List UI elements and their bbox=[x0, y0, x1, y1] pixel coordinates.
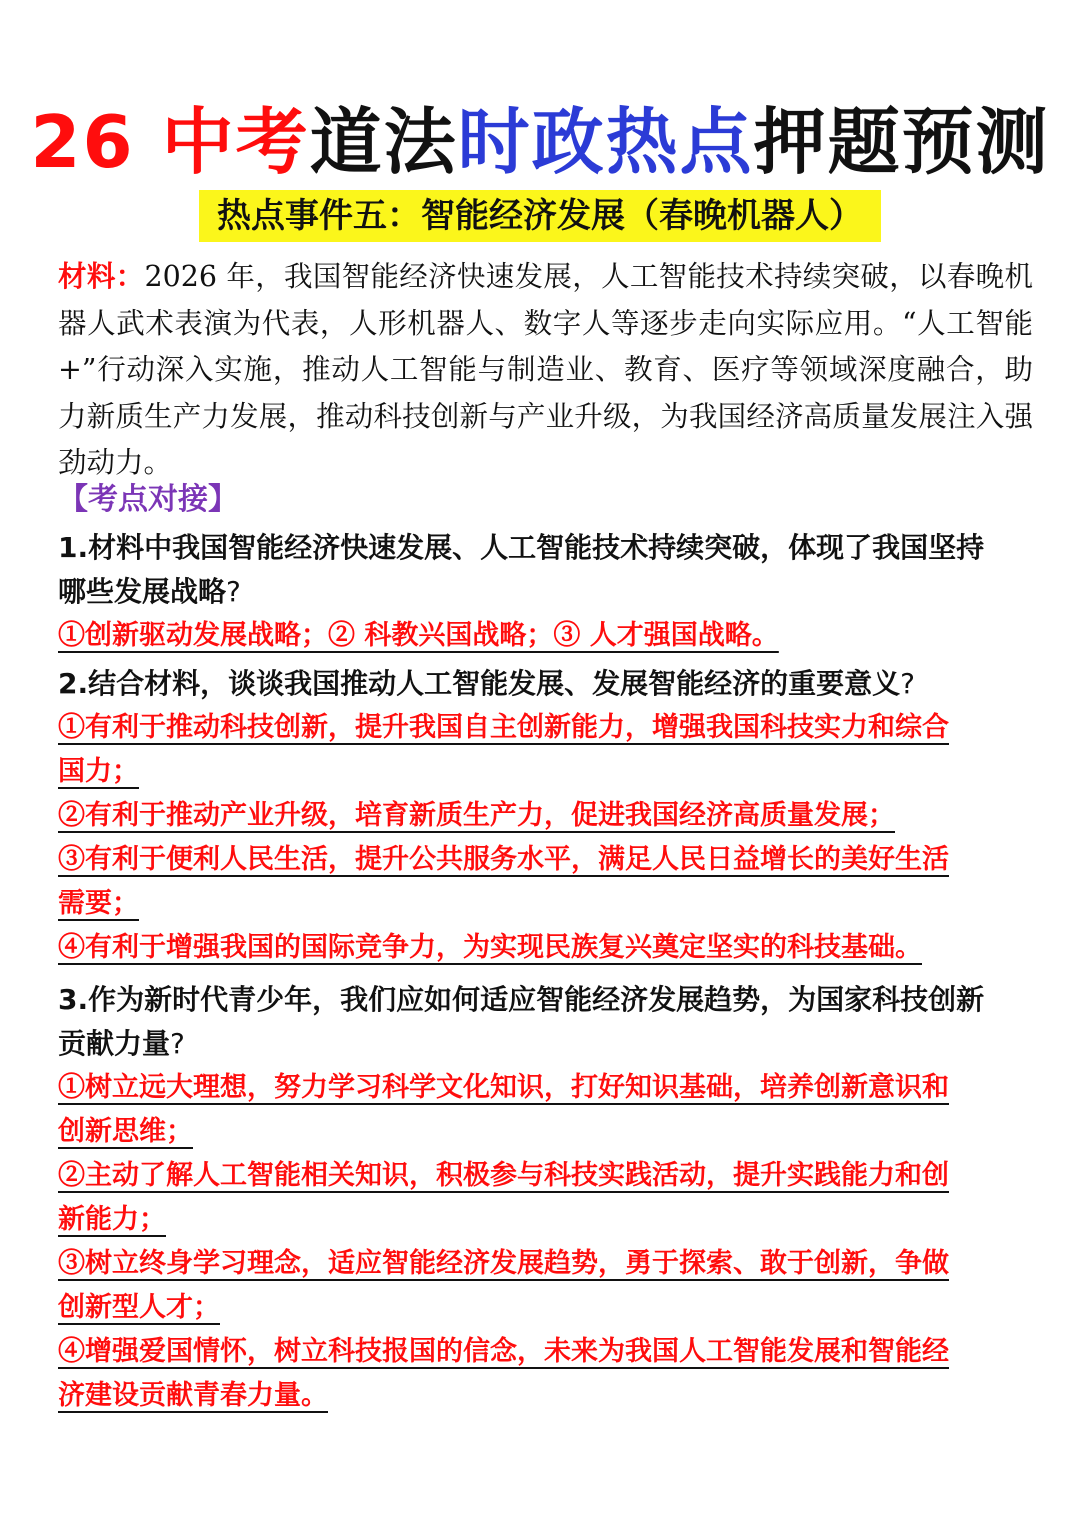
answer-line: ②主动了解人工智能相关知识，积极参与科技实践活动，提升实践能力和创 bbox=[58, 1160, 949, 1191]
answer-line: 创新思维； bbox=[58, 1116, 193, 1147]
question-line: 2.结合材料，谈谈我国推动人工智能发展、发展智能经济的重要意义 bbox=[58, 667, 901, 700]
answer-line: 创新型人才； bbox=[58, 1292, 220, 1323]
answer-line: 济建设贡献青春力量。 bbox=[58, 1380, 328, 1411]
question-1 bbox=[58, 526, 1023, 614]
answer-line: ①有利于推动科技创新，提升我国自主创新能力，增强我国科技实力和综合 bbox=[58, 712, 949, 743]
answer-line: ①树立远大理想，努力学习科学文化知识，打好知识基础，培养创新意识和 bbox=[58, 1072, 949, 1103]
material-line: 2026 年，我国智能经济快速发展，人工智能技术持续突破，以春晚机 bbox=[144, 260, 1033, 293]
event-subtitle: 热点事件五：智能经济发展（春晚机器人） bbox=[199, 190, 881, 242]
question-3 bbox=[58, 978, 1023, 1066]
material-line: 助力新质生产力发展，推动科技创新与产业升级，为我国经济高质量发展注 bbox=[58, 353, 1033, 433]
answer-line: ④增强爱国情怀，树立科技报国的信念，未来为我国人工智能发展和智能经 bbox=[58, 1336, 949, 1367]
title-part-blue: 时政热点 bbox=[457, 100, 754, 184]
question-line: 1.材料中我国智能经济快速发展、人工智能技术持续突破，体现了我国坚持 bbox=[58, 531, 985, 564]
answer-line: 国力； bbox=[58, 756, 139, 787]
answer-line: ③有利于便利人民生活，提升公共服务水平，满足人民日益增长的美好生活 bbox=[58, 844, 949, 875]
section-heading: 【考点对接】 bbox=[58, 482, 238, 517]
question-block-3 bbox=[58, 978, 1023, 1418]
question-line: 贡献力量 bbox=[58, 1027, 171, 1060]
subtitle-wrapper bbox=[0, 190, 1080, 242]
question-line: 3.作为新时代青少年，我们应如何适应智能经济发展趋势，为国家科技创新 bbox=[58, 983, 985, 1016]
material-label: 材料： bbox=[58, 260, 145, 293]
question-2 bbox=[58, 662, 1023, 706]
question-mark: ? bbox=[900, 667, 915, 700]
answer-line: ①创新驱动发展战略；② 科教兴国战略；③ 人才强国战略。 bbox=[58, 620, 779, 651]
material-paragraph bbox=[58, 254, 1033, 487]
page-title bbox=[0, 92, 1080, 192]
question-mark: ? bbox=[170, 1027, 185, 1060]
question-block-1 bbox=[58, 526, 1023, 658]
question-block-2 bbox=[58, 662, 1023, 970]
answer-line: ④有利于增强我国的国际竞争力，为实现民族复兴奠定坚实的科技基础。 bbox=[58, 932, 922, 963]
question-line: 哪些发展战略 bbox=[58, 575, 227, 608]
title-part-red: 26 中考 bbox=[30, 100, 310, 184]
question-mark: ? bbox=[226, 575, 241, 608]
title-part-black-2: 押题预测 bbox=[753, 100, 1050, 184]
answer-line: ②有利于推动产业升级，培育新质生产力，促进我国经济高质量发展； bbox=[58, 800, 895, 831]
material-line: 器人武术表演为代表，人形机器人、数字人等逐步走向实际应用。“人工智 bbox=[58, 306, 1005, 340]
title-part-black: 道法 bbox=[309, 100, 458, 184]
material-line: 能+”行动深入实施，推动人工智能与制造业、教育、医疗等领域深度融合， bbox=[58, 306, 1033, 387]
answer-line: 需要； bbox=[58, 888, 139, 919]
material-line: 入强劲动力。 bbox=[58, 399, 1033, 480]
answer-line: ③树立终身学习理念，适应智能经济发展趋势，勇于探索、敢于创新，争做 bbox=[58, 1248, 949, 1279]
answer-line: 新能力； bbox=[58, 1204, 166, 1235]
